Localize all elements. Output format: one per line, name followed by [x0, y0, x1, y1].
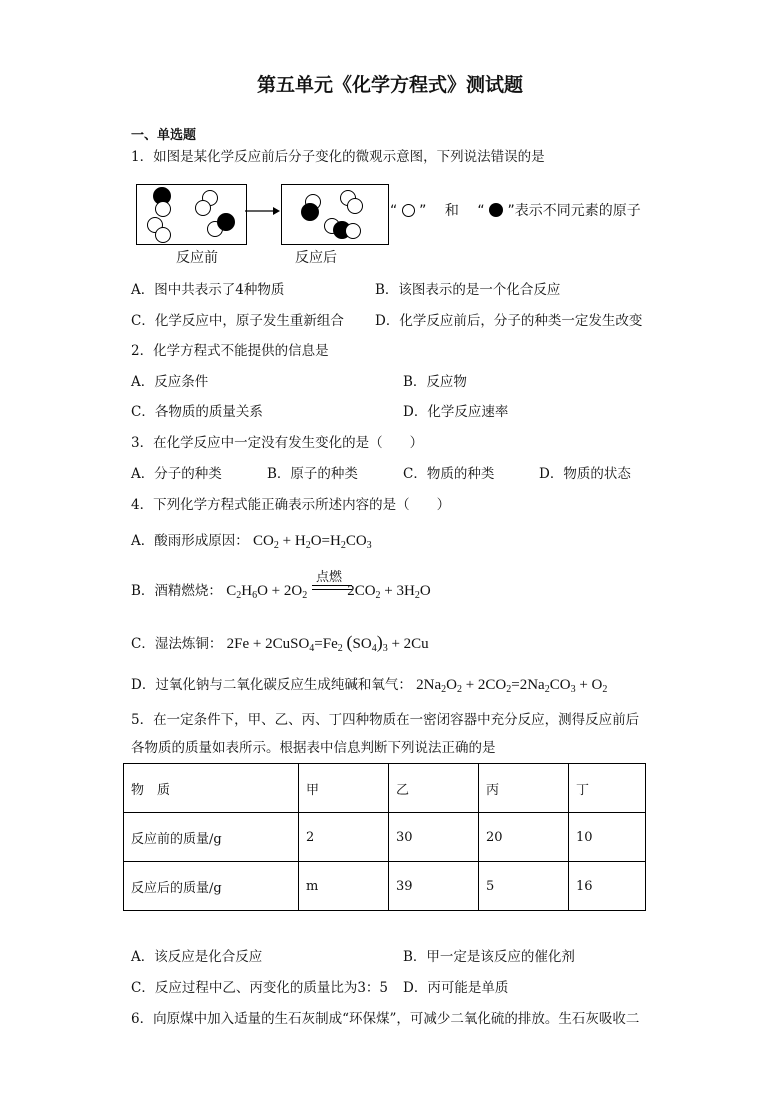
q1-option-b: B．该图表示的是一个化合反应	[375, 282, 561, 298]
q3-option-b: B．原子的种类	[267, 466, 358, 482]
light-atom	[347, 198, 363, 214]
light-atom-icon	[402, 204, 415, 217]
question-1-stem: 1．如图是某化学反应前后分子变化的微观示意图，下列说法错误的是	[131, 149, 545, 165]
question-6-stem: 6．向原煤中加入适量的生石灰制成“环保煤”，可减少二氧化硫的排放。生石灰吸收二	[131, 1011, 640, 1027]
light-atom	[345, 223, 361, 239]
q5-option-d: D．丙可能是单质	[403, 980, 509, 996]
table-header-cell: 乙	[389, 764, 479, 813]
light-atom	[155, 201, 171, 217]
q5-option-a: A．该反应是化合反应	[131, 949, 263, 965]
equation-a: $CO_2 + H_2O=H_2CO_3$	[253, 533, 372, 551]
table-cell: 10	[569, 813, 646, 862]
q1-option-d: D．化学反应前后，分子的种类一定发生改变	[375, 313, 643, 329]
q4-option-b: B．酒精燃烧： $C_2H_6O + 2O_2$ $2CO_2 + 3H_2O$	[131, 583, 431, 601]
label-after: 反应后	[295, 250, 337, 266]
section-heading: 一、单选题	[131, 128, 197, 143]
q2-option-a: A．反应条件	[131, 374, 209, 390]
table-cell: 20	[479, 813, 569, 862]
q2-option-d: D．化学反应速率	[403, 404, 509, 420]
q5-option-b: B．甲一定是该反应的催化剂	[403, 949, 575, 965]
after-box	[281, 184, 389, 245]
table-cell: 30	[389, 813, 479, 862]
q3-option-c: C．物质的种类	[403, 466, 495, 482]
table-header-cell: 物 质	[124, 764, 299, 813]
table-cell: 5	[479, 862, 569, 911]
q2-option-b: B．反应物	[403, 374, 467, 390]
table-cell: 反应后的质量/g	[124, 862, 299, 911]
light-atom	[155, 227, 171, 243]
question-4-stem: 4．下列化学方程式能正确表示所述内容的是（ ）	[131, 497, 451, 513]
table-header-row	[124, 764, 646, 813]
dark-atom-icon	[489, 203, 503, 217]
table-row	[124, 862, 646, 911]
condition-ignite: 点燃	[316, 570, 343, 585]
q3-option-d: D．物质的状态	[539, 466, 631, 482]
q4-option-c: C．湿法炼铜： $2Fe + 2CuSO_4=Fe_2$ $(SO_4)_3 + 2Cu$	[131, 632, 429, 654]
q1-option-c: C．化学反应中，原子发生重新组合	[131, 313, 344, 329]
question-5-stem-line2: 各物质的质量如表所示。根据表中信息判断下列说法正确的是	[131, 740, 496, 756]
equals-line-bottom	[312, 589, 352, 590]
table-header-cell: 甲	[299, 764, 389, 813]
equals-line-top	[312, 585, 352, 586]
equation-b: $C_2H_6O + 2O_2$ $2CO_2 + 3H_2O$	[226, 583, 431, 601]
dark-atom	[217, 213, 235, 231]
q3-option-a: A．分子的种类	[131, 466, 222, 482]
table-row	[124, 813, 646, 862]
table-cell: m	[299, 862, 389, 911]
question-3-stem: 3．在化学反应中一定没有发生变化的是（ ）	[131, 435, 424, 451]
dark-atom	[301, 203, 319, 221]
table-cell: 39	[389, 862, 479, 911]
q4-option-a: A．酸雨形成原因： $CO_2 + H_2O=H_2CO_3$	[131, 533, 372, 551]
light-atom	[195, 200, 211, 216]
legend: “ ” 和 “ ”表示不同元素的原子	[390, 203, 641, 219]
before-box	[136, 184, 247, 245]
table-cell: 2	[299, 813, 389, 862]
mass-table	[123, 763, 646, 911]
equation-d: $2Na_2O_2 + 2CO_2=2Na_2CO_3 + O_2$	[416, 677, 608, 695]
table-cell: 16	[569, 862, 646, 911]
q2-option-c: C．各物质的质量关系	[131, 404, 263, 420]
table-header-cell: 丙	[479, 764, 569, 813]
q4-option-d: D．过氧化钠与二氧化碳反应生成纯碱和氧气： $2Na_2O_2 + 2CO_2=2Na_2CO_3 + O_2$	[131, 677, 608, 695]
question-5-stem-line1: 5．在一定条件下，甲、乙、丙、丁四种物质在一密闭容器中充分反应，测得反应前后	[131, 712, 640, 728]
table-header-cell: 丁	[569, 764, 646, 813]
page-title: 第五单元《化学方程式》测试题	[256, 74, 523, 96]
equation-c: $2Fe + 2CuSO_4=Fe_2$ $(SO_4)_3 + 2Cu$	[226, 632, 429, 654]
q5-option-c: C．反应过程中乙、丙变化的质量比为3：5	[131, 980, 389, 996]
label-before: 反应前	[176, 250, 218, 266]
question-2-stem: 2．化学方程式不能提供的信息是	[131, 343, 329, 359]
table-cell: 反应前的质量/g	[124, 813, 299, 862]
q1-option-a: A．图中共表示了4种物质	[131, 282, 285, 298]
reaction-arrow	[245, 205, 281, 217]
